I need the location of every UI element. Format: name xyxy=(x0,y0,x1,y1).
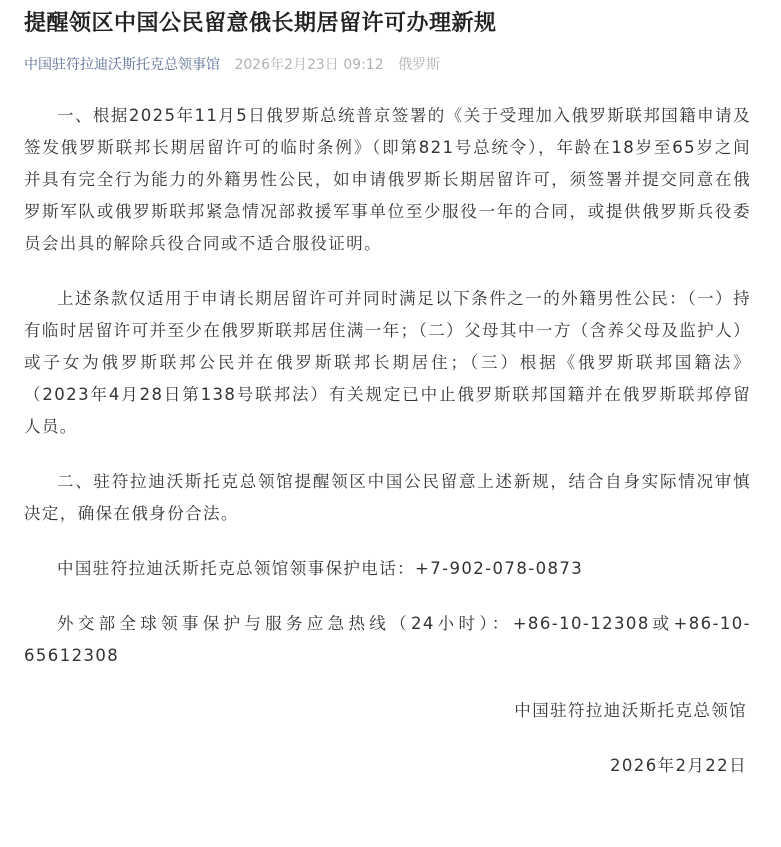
article-title: 提醒领区中国公民留意俄长期居留许可办理新规 xyxy=(24,11,497,36)
article-content xyxy=(24,100,751,782)
paragraph-3: 二、驻符拉迪沃斯托克总领馆提醒领区中国公民留意上述新规，结合自身实际情况审慎决定，确保在俄身份合法。 xyxy=(24,472,751,523)
consular-phone: 中国驻符拉迪沃斯托克总领馆领事保护电话：+7-902-078-0873 xyxy=(57,559,584,578)
publish-location: 俄罗斯 xyxy=(398,57,441,73)
hotline: 外交部全球领事保护与服务应急热线（24小时）：+86-10-12308或+86-10-65612308 xyxy=(24,614,751,665)
paragraph-2: 上述条款仅适用于申请长期居留许可并同时满足以下条件之一的外籍男性公民：（一）持有临时居留许可并至少在俄罗斯联邦居住满一年；（二）父母其中一方（含养父母及监护人）或子女为俄罗斯联邦公民并在俄罗斯联邦长期居住；（三）根据《俄罗斯联邦国籍法》（2023年4月28日第138号联邦法）有关规定已中止俄罗斯联邦国籍并在俄罗斯联邦停留人员。 xyxy=(24,289,751,436)
article-meta xyxy=(24,54,751,76)
signature-date: 2026年2月22日 xyxy=(610,756,747,775)
signature: 中国驻符拉迪沃斯托克总领馆 xyxy=(514,701,747,720)
paragraph-1: 一、根据2025年11月5日俄罗斯总统普京签署的《关于受理加入俄罗斯联邦国籍申请及签发俄罗斯联邦长期居留许可的临时条例》（即第821号总统令），年龄在18岁至65岁之间并具有完全行为能力的外籍男性公民，如申请俄罗斯长期居留许可，须签署并提交同意在俄罗斯军队或俄罗斯联邦紧急情况部救援军事单位至少服役一年的合同，或提供俄罗斯兵役委员会出具的解除兵役合同或不适合服役证明。 xyxy=(24,106,751,253)
publish-time: 2026年2月23日 09:12 xyxy=(234,57,384,73)
account-name-link[interactable]: 中国驻符拉迪沃斯托克总领事馆 xyxy=(24,57,220,73)
